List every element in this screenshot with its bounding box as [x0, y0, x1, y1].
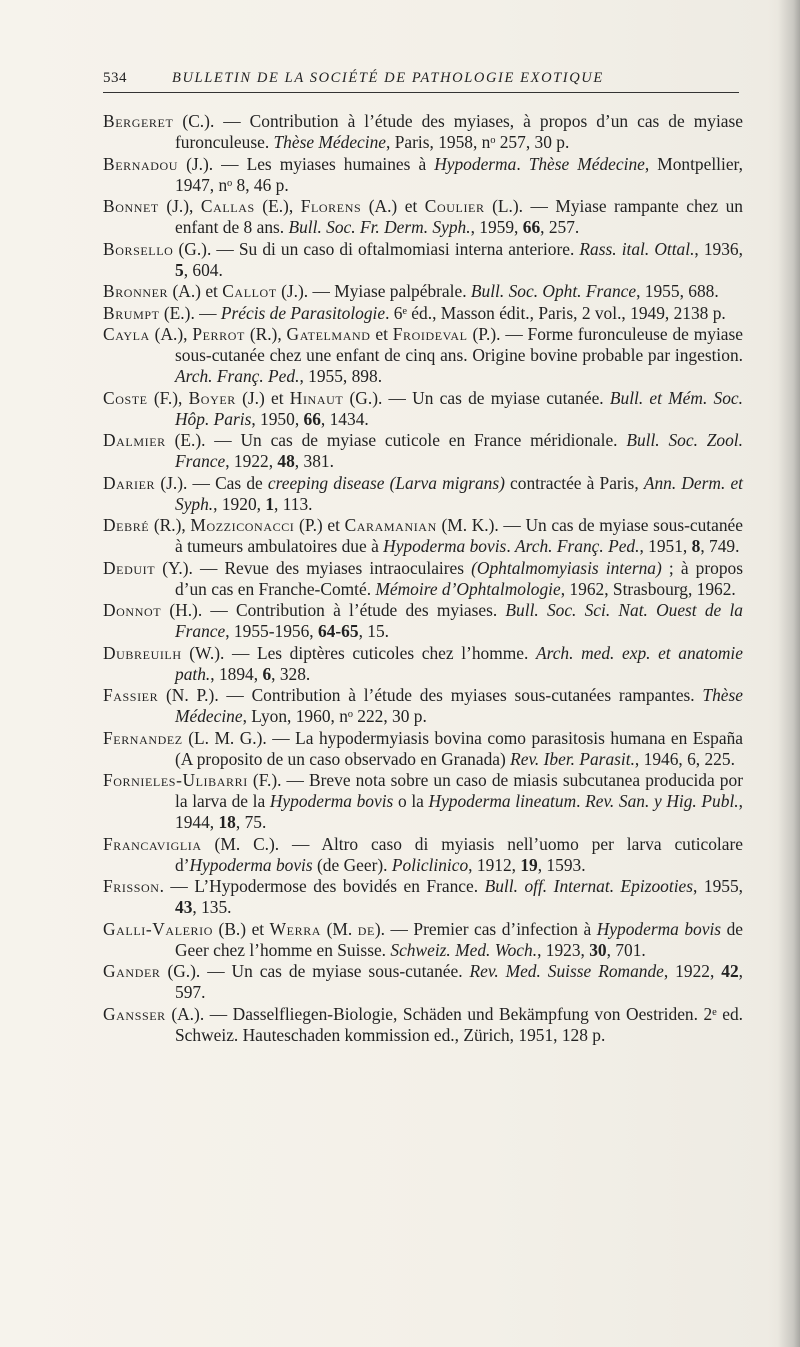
reference-entry: Borsello (G.). — Su di un caso di oftalmomiasi interna anteriore. Rass. ital. Ottal., 1936, 5, 604. — [103, 238, 743, 280]
page-edge-shadow — [778, 0, 800, 1347]
author-name: Frisson — [103, 876, 160, 896]
running-header — [103, 66, 739, 93]
reference-entry: Galli-Valerio (B.) et Werra (M. de). — Premier cas d’infection à Hypoderma bovis de Geer chez l’homme en Suisse. Schweiz. Med. Woch., 1923, 30, 701. — [103, 918, 743, 960]
journal-title: Ann. Derm. et Syph. — [175, 472, 744, 514]
author-name: Fassier — [103, 685, 159, 705]
author-name: Debré — [103, 515, 150, 535]
author-name: Deduit — [103, 557, 156, 578]
author-name: Bergeret — [103, 111, 174, 131]
reference-entry: Bonnet (J.), Callas (E.), Florens (A.) et Coulier (L.). — Myiase rampante chez un enfant de 8 ans. Bull. Soc. Fr. Derm. Syph., 1959, 66, 257. — [103, 196, 743, 237]
journal-title: Bull. Soc. Fr. Derm. Syph. — [288, 217, 471, 237]
reference-entry: Frisson. — L’Hypodermose des bovidés en France. Bull. off. Internat. Epizooties, 1955, 43, 135. — [103, 876, 744, 917]
reference-entry: Gansser (A.). — Dasselfliegen-Biologie, Schäden und Bekämpfung von Oestriden. 2ᵉ ed. Schweiz. Hauteschaden kommission ed., Zürich, 1951, 128 p. — [103, 1003, 743, 1045]
author-name: Werra — [269, 918, 322, 939]
reference-entry: Cayla (A.), Perrot (R.), Gatelmand et Froideval (P.). — Forme furonculeuse de myiase sous-cutanée chez une enfant de cinq ans. Origine bovine probable par ingestion. Arch. Franç. Ped., 1955, 898. — [103, 324, 743, 386]
author-name: Borsello — [103, 238, 174, 259]
author-name: Galli-Valerio — [103, 918, 214, 939]
journal-title: Arch. Franç. Ped. — [175, 366, 300, 386]
volume-number: 19 — [520, 854, 538, 875]
reference-entry: Debré (R.), Mozziconacci (P.) et Caramanian (M. K.). — Un cas de myiase sous-cutanée à tumeurs ambulatoires due à Hypoderma bovis. Arch. Franç. Ped., 1951, 8, 749. — [103, 515, 743, 556]
journal-title: Rev. San. y Hig. Publ. — [585, 791, 739, 811]
author-name: Boyer — [188, 387, 236, 408]
reference-entry: Dalmier (E.). — Un cas de myiase cuticole en France méridionale. Bull. Soc. Zool. France, 1922, 48, 381. — [103, 430, 743, 471]
volume-number: 43 — [175, 897, 193, 917]
author-name: Donnot — [103, 600, 162, 620]
journal-title: Bull. et Mém. Soc. Hôp. Paris — [175, 387, 743, 429]
journal-title: Bull. Soc. Sci. Nat. Ouest de la France — [175, 600, 743, 641]
reference-entry: Bronner (A.) et Callot (J.). — Myiase palpébrale. Bull. Soc. Opht. France, 1955, 688. — [103, 281, 719, 301]
reference-entry: Bergeret (C.). — Contribution à l’étude des myiases, à propos d’un cas de myiase furonculeuse. Thèse Médecine, Paris, 1958, nᵒ 257, 30 p. — [103, 111, 743, 152]
author-name: Coulier — [424, 196, 485, 216]
author-name: Callas — [200, 196, 255, 216]
journal-title: Bull. off. Internat. Epizooties — [484, 876, 694, 896]
journal-title: Mémoire d’Ophtalmologie — [375, 578, 561, 599]
journal-title: Bull. Soc. Opht. France — [470, 281, 637, 301]
journal-title: Bull. Soc. Zool. France — [175, 430, 743, 471]
journal-title: Rev. Iber. Parasit. — [510, 748, 635, 769]
author-name: Froideval — [392, 324, 468, 344]
author-name: Brumpt — [103, 302, 160, 323]
reference-entry: Fernandez (L. M. G.). — La hypodermyiasis bovina como parasitosis humana en España (A proposito de un caso observado en Granada) Rev. Iber. Parasit., 1946, 6, 225. — [103, 727, 743, 769]
author-name: Bernadou — [103, 153, 179, 174]
volume-number: 66 — [303, 408, 321, 429]
reference-entry: Brumpt (E.). — Précis de Parasitologie. 6ᵉ éd., Masson édit., Paris, 2 vol., 1949, 2138 p. — [103, 302, 726, 323]
volume-number: 5 — [175, 259, 184, 280]
volume-number: 42 — [721, 961, 739, 981]
reference-entry: Donnot (H.). — Contribution à l’étude des myiases. Bull. Soc. Sci. Nat. Ouest de la France, 1955-1956, 64-65, 15. — [103, 600, 743, 641]
volume-number: 66 — [522, 217, 541, 237]
author-name: Mozziconacci — [190, 515, 295, 535]
volume-number: 48 — [277, 451, 295, 471]
running-title: BULLETIN DE LA SOCIÉTÉ DE PATHOLOGIE EXOTIQUE — [172, 70, 604, 86]
author-name: Perrot — [192, 324, 245, 344]
journal-title: Rass. ital. Ottal. — [579, 238, 695, 259]
journal-title: Thèse Médecine — [175, 685, 743, 726]
journal-title: Arch. med. exp. et anatomie path. — [175, 642, 743, 684]
journal-title: Policlinico — [391, 854, 469, 875]
journal-title: Thèse Médecine — [273, 132, 387, 152]
volume-number: 6 — [262, 663, 272, 684]
reference-entry: Deduit (Y.). — Revue des myiases intraoculaires (Ophtalmomyiasis interna) ; à propos d’un cas en Franche-Comté. Mémoire d’Ophtalmologie, 1962, Strasbourg, 1962. — [103, 557, 743, 599]
author-name: Callot — [222, 281, 277, 301]
author-name: Bronner — [103, 281, 169, 301]
reference-entry: Fornieles-Ulibarri (F.). — Breve nota sobre un caso de miasis subcutanea producida por la larva de la Hypoderma bovis o la Hypoderma lineatum. Rev. San. y Hig. Publ., 1944, 18, 75. — [103, 770, 743, 832]
journal-title: Précis de Parasitologie — [220, 302, 386, 323]
journal-title: Arch. Franç. Ped. — [515, 536, 640, 556]
author-name: Caramanian — [344, 515, 437, 535]
reference-list — [103, 111, 743, 1046]
volume-number: 30 — [589, 939, 607, 960]
author-name: Gander — [103, 961, 161, 981]
reference-entry: Coste (F.), Boyer (J.) et Hinaut (G.). — Un cas de myiase cutanée. Bull. et Mém. Soc. Hôp. Paris, 1950, 66, 1434. — [103, 387, 743, 429]
journal-title: Thèse Médecine — [528, 153, 645, 174]
volume-number: 18 — [218, 812, 236, 832]
author-name: Dubreuilh — [103, 642, 182, 663]
volume-number: 8 — [691, 536, 701, 556]
author-name: Bonnet — [103, 196, 159, 216]
page-number: 534 — [103, 70, 127, 86]
author-name: Fornieles-Ulibarri — [103, 770, 248, 790]
author-name: Fernandez — [103, 727, 183, 748]
author-name: Darier — [103, 472, 156, 493]
reference-entry: Gander (G.). — Un cas de myiase sous-cutanée. Rev. Med. Suisse Romande, 1922, 42, 597. — [103, 961, 743, 1002]
reference-entry: Francaviglia (M. C.). — Altro caso di myiasis nell’uomo per larva cuticolare d’Hypoderma bovis (de Geer). Policlinico, 1912, 19, 1593. — [103, 833, 743, 875]
volume-number: 64-65 — [317, 621, 359, 641]
author-name: Cayla — [103, 324, 150, 344]
author-name: Hinaut — [289, 387, 344, 408]
reference-entry: Dubreuilh (W.). — Les diptères cuticoles chez l’homme. Arch. med. exp. et anatomie path., 1894, 6, 328. — [103, 642, 743, 684]
reference-entry: Fassier (N. P.). — Contribution à l’étude des myiases sous-cutanées rampantes. Thèse Médecine, Lyon, 1960, nᵒ 222, 30 p. — [103, 685, 743, 726]
author-name: Gatelmand — [286, 324, 371, 344]
volume-number: 1 — [265, 493, 275, 514]
reference-entry: Darier (J.). — Cas de creeping disease (Larva migrans) contractée à Paris, Ann. Derm. et Syph., 1920, 1, 113. — [103, 472, 744, 514]
author-particle: de — [357, 918, 375, 939]
author-name: Francaviglia — [103, 833, 202, 854]
author-name: Dalmier — [103, 430, 166, 450]
reference-entry: Bernadou (J.). — Les myiases humaines à Hypoderma. Thèse Médecine, Montpellier, 1947, nᵒ 8, 46 p. — [103, 153, 744, 195]
author-name: Coste — [103, 387, 148, 408]
author-name: Gansser — [103, 1003, 166, 1024]
journal-title: Rev. Med. Suisse Romande — [469, 961, 664, 981]
author-name: Florens — [300, 196, 362, 216]
journal-title: Schweiz. Med. Woch. — [390, 939, 538, 960]
